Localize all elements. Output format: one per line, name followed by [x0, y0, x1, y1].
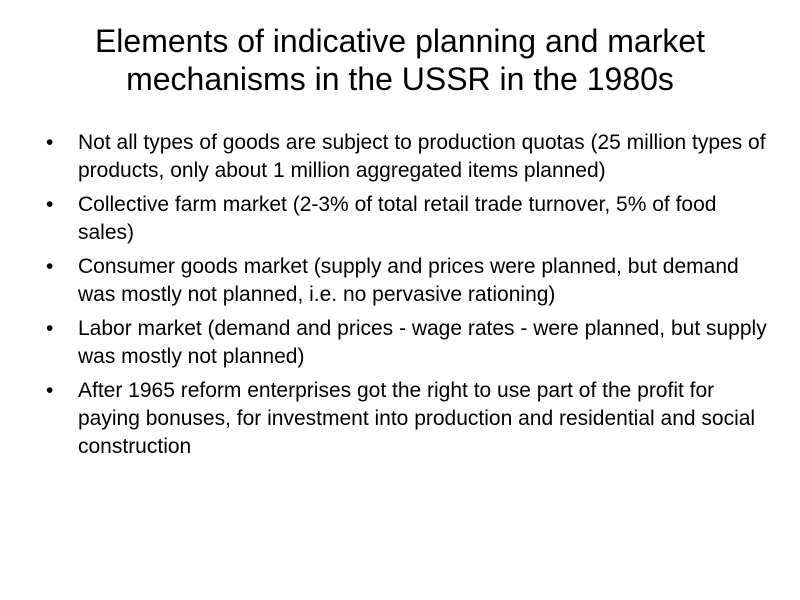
bullet-item	[40, 129, 770, 185]
bullet-icon: •	[46, 317, 54, 340]
bullet-item	[40, 377, 770, 461]
bullet-icon: •	[46, 193, 54, 216]
bullet-icon: •	[46, 131, 54, 154]
bullet-text: Collective farm market (2-3% of total retail trade turnover, 5% of food sales)	[78, 193, 717, 244]
bullet-text: After 1965 reform enterprises got the right to use part of the profit for paying bonuses, for investment into production and residential and social construction	[78, 379, 756, 458]
bullet-item	[40, 315, 770, 371]
bullet-list	[40, 129, 770, 467]
slide-title: Elements of indicative planning and market mechanisms in the USSR in the 1980s	[94, 23, 706, 97]
bullet-text: Consumer goods market (supply and prices were planned, but demand was mostly not planned, i.e. no pervasive rationing)	[78, 255, 739, 306]
bullet-item	[40, 253, 770, 309]
bullet-text: Not all types of goods are subject to production quotas (25 million types of products, only about 1 million aggregated items planned)	[78, 131, 766, 182]
bullet-icon: •	[46, 255, 54, 278]
bullet-item	[40, 191, 770, 247]
bullet-text: Labor market (demand and prices - wage rates - were planned, but supply was mostly not planned)	[78, 317, 767, 368]
bullet-icon: •	[46, 379, 54, 402]
